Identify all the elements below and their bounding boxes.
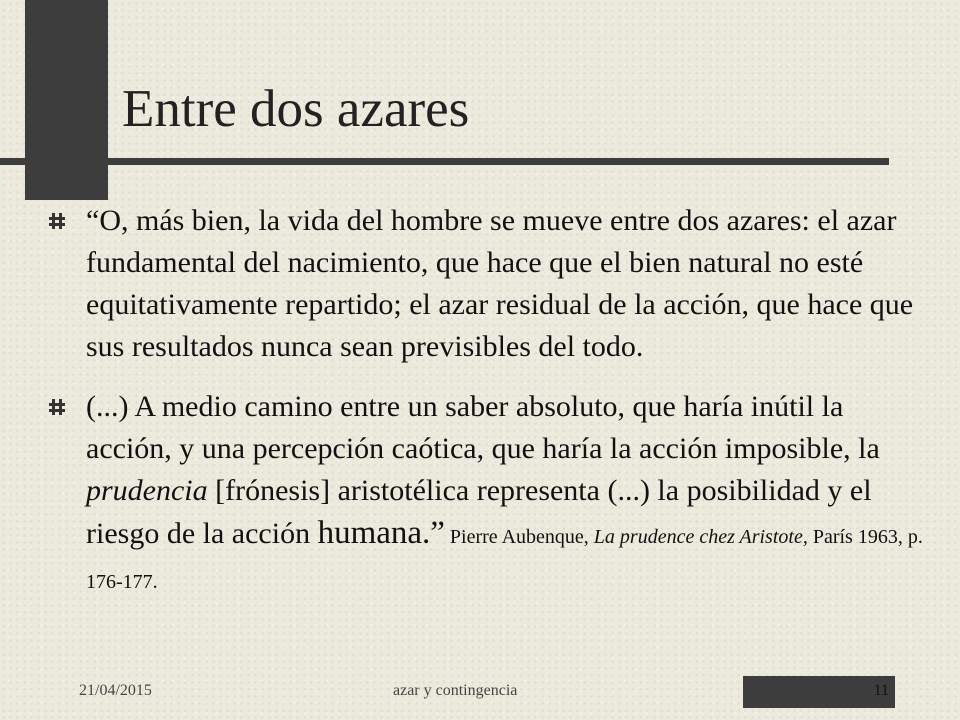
footer-title: azar y contingencia xyxy=(393,682,518,699)
citation-title: La prudence chez Aristote, xyxy=(593,526,808,548)
bullet-item-2 xyxy=(48,386,928,603)
page-number: 11 xyxy=(873,682,889,699)
bullet2-italic-prudencia: prudencia xyxy=(86,474,208,507)
hash-bullet-icon xyxy=(48,398,66,416)
hash-bullet-icon xyxy=(48,212,66,230)
citation-author: Pierre Aubenque, xyxy=(444,526,594,548)
bullet-text-2 xyxy=(86,386,928,603)
footer-page-box xyxy=(743,676,895,708)
bullet2-part2: [frónesis] aristotélica representa (...) la posibilidad y el riesgo de la acción xyxy=(86,474,872,550)
bullet-text-1: “O, más bien, la vida del hombre se mueve entre dos azares: el azar fundamental del nacimiento, que hace que el bien natural no esté equitativamente repartido; el azar residual de la acción, que hace que sus resultados nunca sean previsibles del todo. xyxy=(86,204,914,363)
bullet-item-1 xyxy=(48,200,928,368)
slide-body xyxy=(48,200,928,621)
footer-date: 21/04/2015 xyxy=(79,682,152,699)
bullet2-part1: (...) A medio camino entre un saber absoluto, que haría inútil la acción, y una percepción caótica, que haría la acción imposible, la xyxy=(86,390,880,465)
bullet2-part3: humana.” xyxy=(317,515,445,551)
decorative-vertical-bar xyxy=(25,0,108,200)
decorative-horizontal-bar xyxy=(0,158,889,165)
citation-rest: París 1963, p. 176-177. xyxy=(86,526,923,593)
slide-title: Entre dos azares xyxy=(122,80,470,138)
